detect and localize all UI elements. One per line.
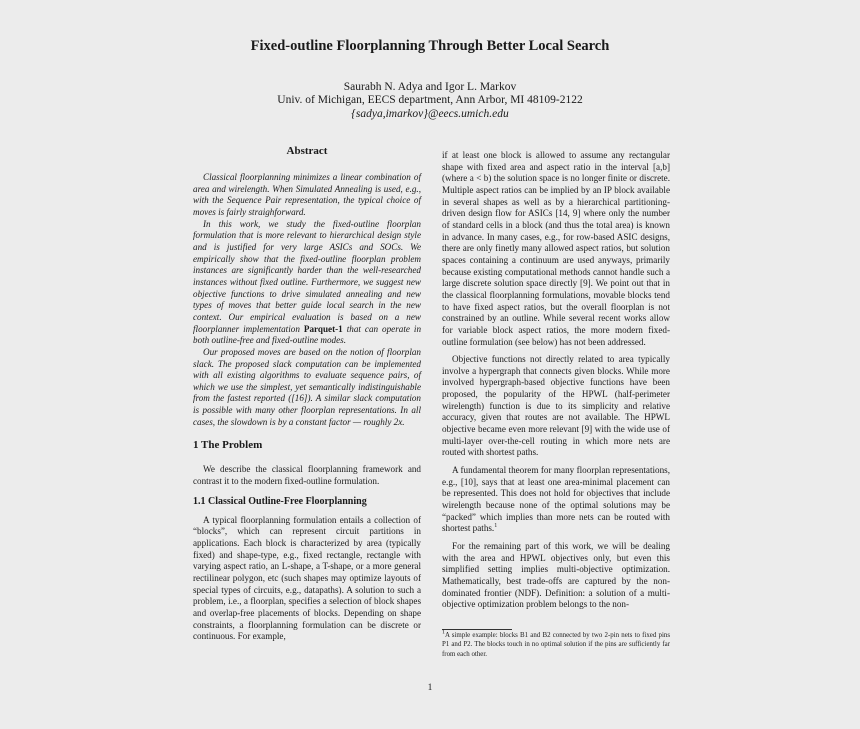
abstract-paragraph-1: Classical floorplanning minimizes a linear combination of area and wirelength. When Simulated Annealing is used, e.g., with the Sequence Pair representation, the typical choice of moves is fairly straighforward.	[193, 172, 421, 217]
footnote-marker: 1	[494, 523, 498, 530]
parquet-name: Parquet-1	[303, 323, 343, 334]
subsection-1-1-heading: 1.1 Classical Outline-Free Floorplanning	[193, 495, 367, 507]
subsection-1-1-paragraph: A typical floorplanning formulation entails a collection of “blocks”, which can represent circuit partitions in applications. Each block is characterized by area (typically fixed) and shape-type, e.g., fixed rectangle, rectangle with varying aspect ratio, an L-shape, a T-shape, or a more general rectilinear polygon, etc (such shapes may optimize layouts of special types of circuits, e.g., datapaths). A solution to such a problem, i.e., a floorplan, specifies a selection of block shapes and overlap-free placements of blocks. Depending on shape constraints, a floorplanning formulation can be discrete or continuous. For example,	[193, 514, 421, 642]
paper-email: {sadya,imarkov}@eecs.umich.edu	[351, 108, 509, 120]
paper-authors: Saurabh N. Adya and Igor L. Markov	[343, 81, 517, 93]
right-paragraph-1: if at least one block is allowed to assume any rectangular shape with fixed area and aspect ratio in the interval [a,b] (where a < b) the solution space is no longer finite or discrete. Multiple aspect ratios can be implied by an IP block available in several shapes as well as by a hierarchical partitioning-driven design flow for ASICs [14, 9] where only the number of standard cells in a block (and thus the total area) is known in advance. In many cases, e.g., for row-based ASIC designs, there are only finetly many allowed aspect ratios, but solution spaces containing a continuum are used anyways, primarily because existing computational methods cannot handle such a large discrete solution space directly [9]. We point out that in the classical floorplanning formulations, movable blocks tend to have fixed aspect ratios, but the overall floorplan is not constrained by an outline. While several recent works allow for variable block aspect ratios, the more modern fixed-outline formulation (see below) has not been addressed.	[442, 150, 670, 347]
footnote-rule	[442, 629, 512, 630]
abstract-heading: Abstract	[286, 145, 328, 157]
left-column	[193, 146, 421, 643]
footnote: $^1$A simple example: blocks B1 and B2 connected by two 2-pin nets to fixed pins P1 and P2. The blocks touch in no optimal solution if the pins are sufficiently far from each other.	[442, 629, 670, 658]
right-paragraph-4: For the remaining part of this work, we will be dealing with the area and HPWL objectives only, but even this simplified setting implies multi-objective optimization. Mathematically, best trade-offs are captured by the non-dominated frontier (NDF). Definition: a solution of a multi-objective optimization problem belongs to the non-	[442, 541, 670, 610]
abstract-paragraph-3: Our proposed moves are based on the notion of floorplan slack. The proposed slack computation can be implemented with all existing algorithms to evaluate sequence pairs, of which we use the simplest, yet semantically indistinguishable from the fastest reported ([16]). A similar slack computation is possible with many other floorplan representations. In all cases, the slowdown is by a constant factor — roughly 2x.	[193, 346, 421, 427]
section-1-heading: 1 The Problem	[193, 439, 263, 452]
page-number: 1	[427, 683, 433, 693]
right-paragraph-2: Objective functions not directly related to area typically involve a hypergraph that connects given blocks. While more involved hypergraph-based objective functions have been proposed, the popularity of the HPWL (half-perimeter wirelength) function is due to its simplicity and relative accuracy, given that routes are not available. The HPWL objective became even more relevant [9] with the wide use of multi-layer over-the-cell routing in which more nets are routed with shortest paths.	[442, 354, 670, 458]
paper-title: Fixed-outline Floorplanning Through Better Local Search	[250, 38, 610, 54]
abstract-paragraph-2: In this work, we study the fixed-outline floorplan formulation that is more relevant to hierarchical design style and is justified for very large ASICs and SOCs. We empirically show that the fixed-outline floorplan problem instances are significantly harder than the well-researched instances without fixed outline. Furthermore, we suggest new objective functions to drive simulated annealing and new types of moves that better guide local search in the new context. Our empirical evaluation is based on a new floorplanner implementation Parquet-1 that can operate in both outline-free and fixed-outline modes.	[193, 218, 422, 346]
paper-affiliation: Univ. of Michigan, EECS department, Ann Arbor, MI 48109-2122	[277, 94, 583, 106]
right-column	[442, 150, 670, 611]
right-paragraph-3: A fundamental theorem for many floorplan representations, e.g., [10], says that at least one area-minimal placement can be represented. This does not hold for objectives that include wirelength because none of the optimal solutions may be “packed” which implies than more nets can be routed with shortest paths.$^1$	[442, 465, 670, 534]
section-1-paragraph: We describe the classical floorplanning framework and contrast it to the modern fixed-outline formulation.	[193, 464, 421, 487]
abstract-body	[193, 172, 421, 428]
